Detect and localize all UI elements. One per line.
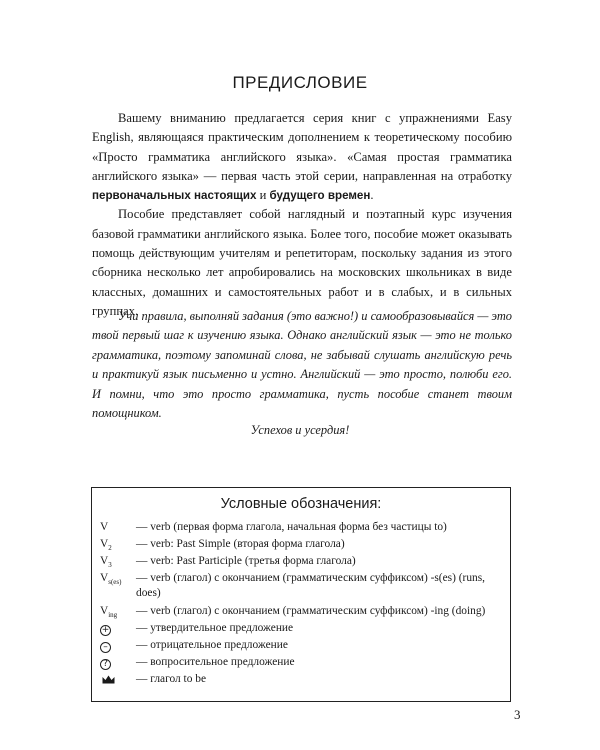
closing-wish: Успехов и усердия!	[250, 423, 350, 437]
crown-icon	[102, 675, 115, 684]
legend-symbol: $V_3$	[100, 555, 112, 569]
legend-description: — verb (первая форма глагола, начальная форма без частицы to)	[136, 521, 447, 533]
legend-symbol: V	[100, 521, 109, 533]
legend-title: Условные обозначения:	[220, 496, 382, 512]
bold-term-1: первоначальных настоящих	[92, 189, 257, 203]
legend-symbol: $V_{s(es)}$	[100, 572, 122, 586]
motto-text: Учи правила, выполняй задания (это важно!) и самообразовывайся — это твой первый шаг к изучению языка. Однако английский язык — это не только грамматика, поэтому запоминай слова, не забывай слушать английскую речь и практикуй язык письменно и устно. Английский — это просто, полюби его. И помни, что это просто грамматика, пусть пособие станет твоим помощником.	[92, 309, 512, 421]
legend-box	[91, 487, 511, 702]
preface-paragraph-1	[92, 109, 512, 205]
legend-description: — verb: Past Simple (вторая форма глагола)	[136, 538, 345, 550]
preface-paragraph-2: Пособие представляет собой наглядный и поэтапный курс изучения базовой грамматики английского языка. Более того, пособие может оказывать помощь действующим учителям и репетиторам, поскольку задания из этого сборника несколько лет апробировались на московских школьниках в виде классных, домашних и самостоятельных работ и в слабых, и в сильных группах.	[92, 207, 512, 318]
legend-description: — отрицательное предложение	[136, 639, 288, 651]
legend-description: — вопросительное предложение	[136, 656, 295, 668]
legend-description: — глагол to be	[136, 673, 206, 685]
question-circle-icon: ?	[100, 659, 111, 670]
bold-term-2: будущего времен	[269, 189, 371, 203]
minus-circle-icon: –	[100, 642, 111, 653]
preface-text	[92, 109, 512, 321]
legend-symbol: $V_2$	[100, 538, 112, 552]
page-title: ПРЕДИСЛОВИЕ	[232, 73, 368, 92]
legend-description: — verb: Past Participle (третья форма глагола)	[136, 555, 356, 567]
paragraph-end: .	[370, 188, 374, 203]
legend-description: — утвердительное предложение	[136, 622, 294, 634]
preface-paragraph-1-text: Вашему вниманию предлагается серия книг с упражнениями Easy English, являющаяся практическим дополнением к теоретическому пособию «Просто грамматика английского языка». «Самая простая грамматика английского языка» — первая часть этой серии, направленная на отработку	[92, 111, 512, 183]
motto-block	[92, 307, 512, 423]
plus-circle-icon: +	[101, 625, 110, 635]
legend-description: — verb (глагол) с окончанием (грамматическим суффиксом) -s(es) (runs, does)	[136, 572, 485, 599]
legend-description: — verb (глагол) с окончанием (грамматическим суффиксом) -ing (doing)	[136, 605, 486, 617]
connector-text: и	[256, 188, 270, 203]
page-number: 3	[514, 707, 521, 722]
legend-symbol: $V_{ing}$	[100, 605, 118, 619]
